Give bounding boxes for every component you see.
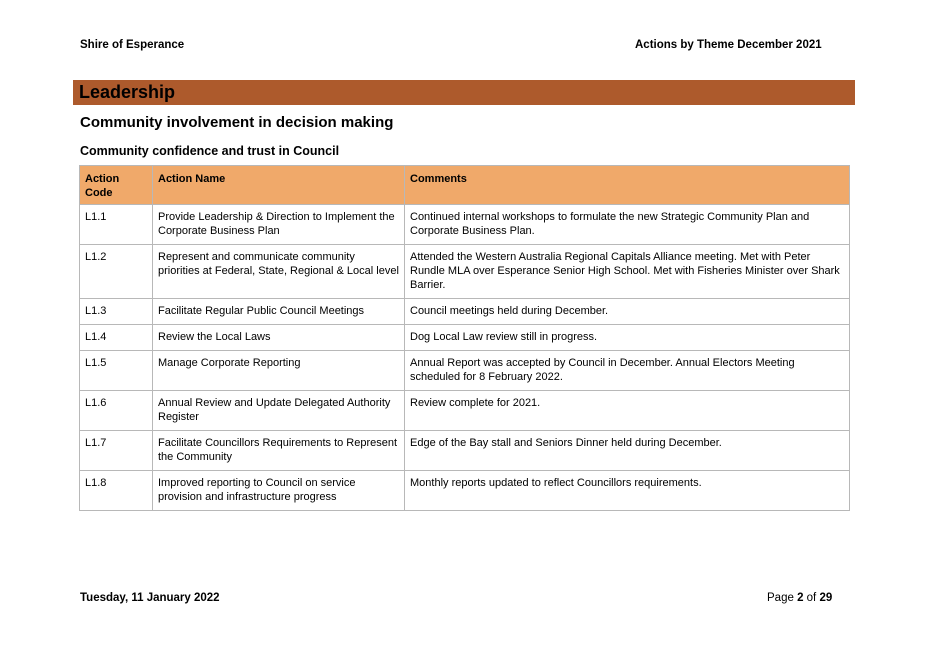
- footer-page-number: [767, 592, 832, 604]
- table-row: [80, 391, 850, 431]
- table-row: [80, 245, 850, 299]
- column-header-action-code: Action Code: [80, 166, 153, 205]
- action-name-cell: Facilitate Regular Public Council Meetings: [153, 299, 405, 325]
- column-header-comments: Comments: [405, 166, 850, 205]
- action-name-cell: Annual Review and Update Delegated Authority Register: [153, 391, 405, 431]
- action-name-cell: Improved reporting to Council on service provision and infrastructure progress: [153, 471, 405, 511]
- action-code-cell: L1.6: [80, 391, 153, 431]
- table-row: [80, 351, 850, 391]
- action-code-cell: L1.8: [80, 471, 153, 511]
- subsubtitle: Community confidence and trust in Council: [80, 144, 340, 158]
- action-name-cell: Manage Corporate Reporting: [153, 351, 405, 391]
- document-org-name: Shire of Esperance: [80, 39, 185, 51]
- action-code-cell: L1.5: [80, 351, 153, 391]
- action-code-cell: L1.2: [80, 245, 153, 299]
- subtitle: Community involvement in decision making: [80, 114, 394, 131]
- action-code-cell: L1.3: [80, 299, 153, 325]
- table-row: [80, 299, 850, 325]
- action-name-cell: Provide Leadership & Direction to Implement the Corporate Business Plan: [153, 205, 405, 245]
- table-row: [80, 205, 850, 245]
- comment-cell: Edge of the Bay stall and Seniors Dinner held during December.: [405, 431, 850, 471]
- page-total: 29: [819, 592, 833, 604]
- action-name-cell: Represent and communicate community priorities at Federal, State, Regional & Local level: [153, 245, 405, 299]
- column-header-action-name: Action Name: [153, 166, 405, 205]
- comment-cell: Attended the Western Australia Regional Capitals Alliance meeting. Met with Peter Rundle MLA over Esperance Senior High School. Met with Fisheries Minister over Shark Barrier.: [405, 245, 850, 299]
- table-row: [80, 325, 850, 351]
- footer-date: Tuesday, 11 January 2022: [80, 592, 220, 604]
- comment-cell: Dog Local Law review still in progress.: [405, 325, 850, 351]
- section-banner: [73, 80, 855, 105]
- comment-cell: Monthly reports updated to reflect Councillors requirements.: [405, 471, 850, 511]
- page-current: 2: [797, 592, 804, 604]
- section-title: Leadership: [79, 82, 176, 102]
- action-code-cell: L1.1: [80, 205, 153, 245]
- comment-cell: Council meetings held during December.: [405, 299, 850, 325]
- comment-cell: Annual Report was accepted by Council in December. Annual Electors Meeting scheduled for 8 February 2022.: [405, 351, 850, 391]
- document-report-title: Actions by Theme December 2021: [635, 39, 822, 51]
- action-name-cell: Facilitate Councillors Requirements to Represent the Community: [153, 431, 405, 471]
- comment-cell: Continued internal workshops to formulate the new Strategic Community Plan and Corporate Business Plan.: [405, 205, 850, 245]
- actions-table: [79, 165, 850, 511]
- action-code-cell: L1.4: [80, 325, 153, 351]
- action-name-cell: Review the Local Laws: [153, 325, 405, 351]
- table-header-row: [80, 166, 850, 205]
- action-code-cell: L1.7: [80, 431, 153, 471]
- table-row: [80, 431, 850, 471]
- page-of-label: of: [803, 592, 820, 604]
- comment-cell: Review complete for 2021.: [405, 391, 850, 431]
- table-row: [80, 471, 850, 511]
- page-label: Page: [767, 592, 798, 604]
